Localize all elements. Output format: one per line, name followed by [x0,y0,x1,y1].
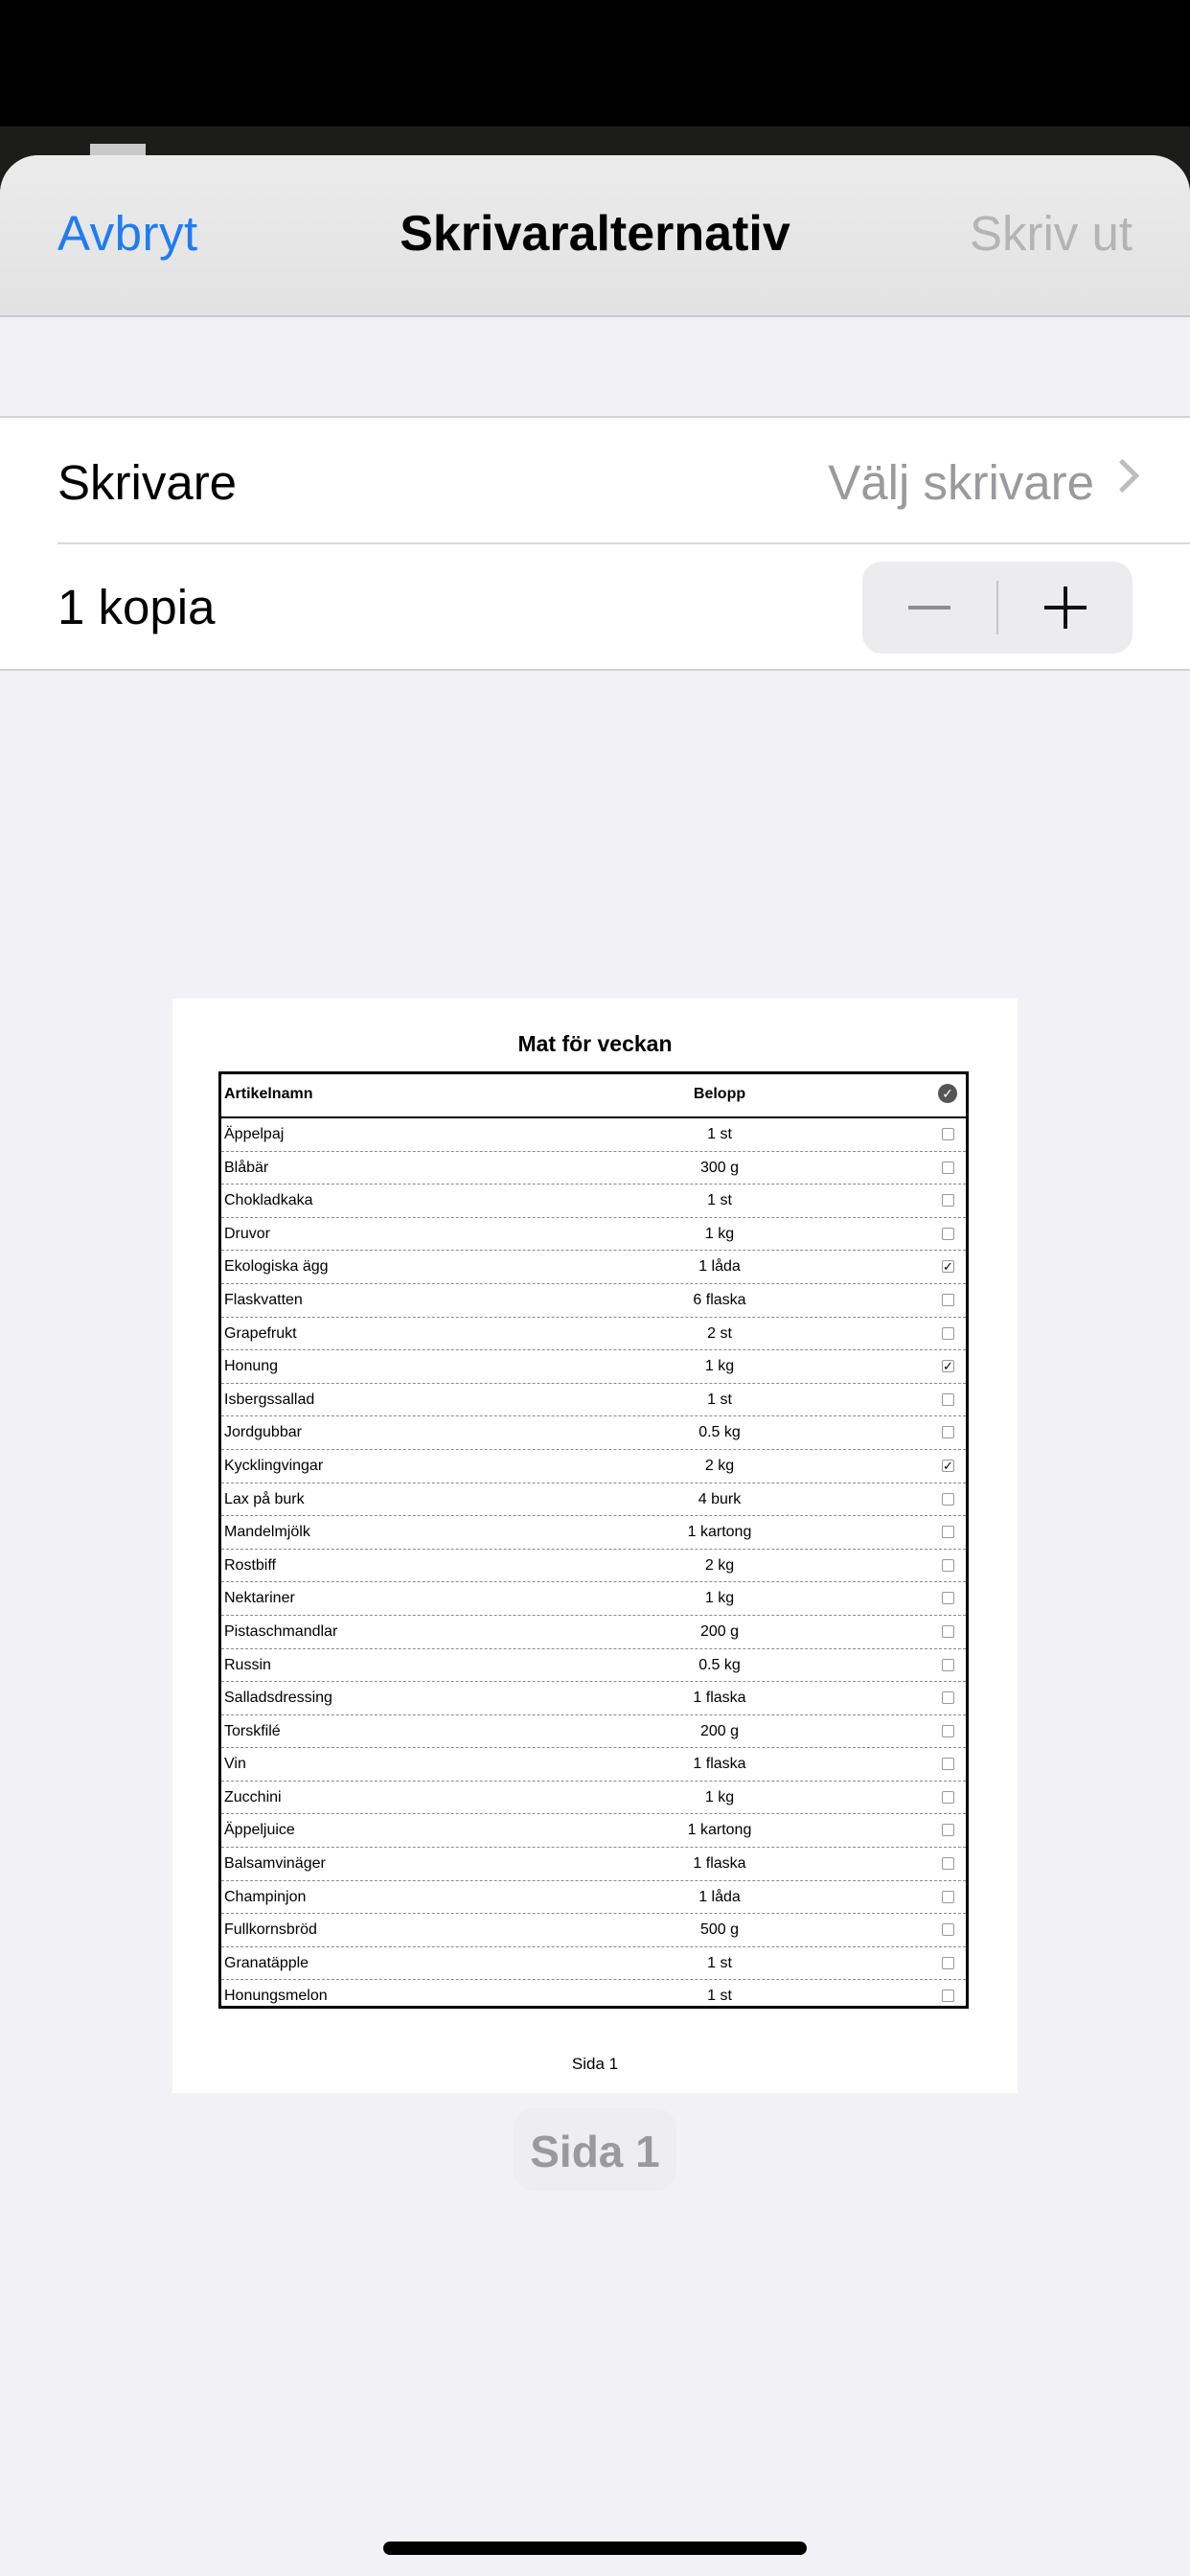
unchecked-checkbox-icon [942,1526,954,1538]
table-row [221,1947,966,1981]
checkmark-circle-icon: ✓ [938,1084,957,1103]
item-name: Isbergssallad [224,1391,315,1408]
table-row [221,1748,966,1782]
unchecked-checkbox-icon [942,1327,954,1340]
item-amount: 500 g [699,1921,740,1939]
table-row [221,1450,966,1484]
item-name: Honung [224,1358,279,1375]
table-row [221,1184,966,1218]
unchecked-checkbox-icon [942,1625,954,1638]
print-button[interactable]: Skriv ut [969,206,1133,261]
item-name: Fullkornsbröd [224,1921,317,1939]
item-amount: 1 kartong [687,1524,752,1541]
item-amount: 1 låda [698,1888,741,1905]
item-name: Jordgubbar [224,1424,302,1441]
page-indicator-label: Sida 1 [530,2127,660,2176]
unchecked-checkbox-icon [942,1128,954,1140]
copies-stepper[interactable] [862,562,1133,654]
item-name: Chokladkaka [224,1192,313,1209]
item-amount: 200 g [699,1622,740,1640]
table-row [221,1416,966,1450]
options-group [0,416,1190,671]
unchecked-checkbox-icon [942,1162,954,1174]
copies-label: 1 kopia [57,580,216,634]
checked-checkbox-icon: ✓ [943,1359,953,1374]
item-name: Pistaschmandlar [224,1622,338,1640]
shopping-table [218,1071,969,2009]
item-amount: 0.5 kg [698,1424,741,1441]
unchecked-checkbox-icon [942,1857,954,1870]
item-name: Grapefrukt [224,1324,297,1342]
table-row [221,1251,966,1284]
table-row [221,1848,966,1881]
table-row [221,1118,966,1152]
item-name: Russin [224,1656,271,1673]
table-row [221,1616,966,1649]
item-amount: 1 kg [704,1788,735,1806]
table-row [221,1814,966,1848]
unchecked-checkbox-icon [942,1824,954,1836]
unchecked-checkbox-icon [942,1228,954,1240]
item-amount: 1 st [707,1988,732,2005]
item-amount: 4 burk [698,1490,742,1507]
printer-value: Välj skrivare [828,455,1094,510]
item-name: Champinjon [224,1888,307,1905]
item-amount: 300 g [699,1159,740,1176]
item-name: Vin [224,1756,246,1773]
item-amount: 200 g [699,1722,740,1739]
navigation-bar [0,155,1190,317]
table-row [221,1649,966,1683]
row-divider [57,542,1190,544]
printer-row[interactable] [0,418,1190,542]
page-title: Skrivaralternativ [400,206,790,262]
document-title: Mat för veckan [517,1031,673,1056]
item-amount: 1 st [707,1391,732,1408]
unchecked-checkbox-icon [942,1891,954,1903]
item-amount: 2 kg [704,1556,735,1574]
item-name: Äppeljuice [224,1822,295,1839]
checked-checkbox-icon: ✓ [943,1259,953,1275]
printer-label: Skrivare [57,455,238,510]
page-indicator [514,2108,676,2191]
table-row [221,1980,966,2013]
chevron-right-icon [1106,459,1139,493]
print-preview-page[interactable] [172,999,1018,2093]
decrement-button[interactable] [862,562,996,654]
item-name: Honungsmelon [224,1988,328,2005]
item-name: Blåbär [224,1159,269,1176]
unchecked-checkbox-icon [942,1393,954,1406]
unchecked-checkbox-icon [942,1758,954,1770]
item-amount: 1 kg [704,1590,735,1607]
unchecked-checkbox-icon [942,1957,954,1969]
unchecked-checkbox-icon [942,1923,954,1936]
table-row [221,1152,966,1185]
cancel-button[interactable]: Avbryt [57,206,198,261]
unchecked-checkbox-icon [942,1990,954,2002]
item-amount: 1 kg [704,1358,735,1375]
unchecked-checkbox-icon [942,1559,954,1572]
table-row [221,1516,966,1550]
table-body [221,1118,966,2013]
item-amount: 6 flaska [693,1291,746,1308]
item-amount: 1 st [707,1954,732,1971]
status-bar-area [0,0,1190,126]
increment-button[interactable] [998,562,1133,654]
item-amount: 1 låda [698,1258,741,1276]
item-name: Salladsdressing [224,1690,332,1707]
unchecked-checkbox-icon [942,1691,954,1704]
page-footer: Sida 1 [571,2055,619,2073]
home-indicator[interactable] [383,2542,807,2555]
table-row [221,1881,966,1915]
table-row [221,1550,966,1583]
item-name: Flaskvatten [224,1291,303,1308]
column-header-name: Artikelnamn [224,1086,313,1102]
unchecked-checkbox-icon [942,1659,954,1671]
table-row [221,1582,966,1616]
item-amount: 1 flaska [693,1855,746,1873]
item-amount: 0.5 kg [698,1656,741,1673]
table-row [221,1715,966,1749]
table-row [221,1218,966,1252]
table-row [221,1484,966,1517]
table-header [221,1074,966,1118]
item-name: Zucchini [224,1788,282,1806]
unchecked-checkbox-icon [942,1493,954,1506]
table-row [221,1318,966,1351]
item-name: Torskfilé [224,1722,281,1739]
unchecked-checkbox-icon [942,1725,954,1737]
unchecked-checkbox-icon [942,1592,954,1604]
table-row [221,1284,966,1318]
table-row [221,1782,966,1815]
item-name: Granatäpple [224,1954,309,1971]
item-name: Ekologiska ägg [224,1258,329,1276]
unchecked-checkbox-icon [942,1426,954,1438]
item-name: Lax på burk [224,1490,305,1507]
table-row [221,1350,966,1384]
item-amount: 2 kg [704,1457,735,1474]
table-row [221,1384,966,1417]
unchecked-checkbox-icon [942,1294,954,1306]
column-header-amount: Belopp [693,1086,746,1102]
item-amount: 1 st [707,1126,732,1142]
checked-checkbox-icon: ✓ [943,1458,953,1473]
item-amount: 1 flaska [693,1756,746,1773]
item-amount: 1 flaska [693,1690,746,1707]
item-name: Rostbiff [224,1556,276,1574]
table-row [221,1682,966,1715]
item-amount: 1 kartong [687,1822,752,1839]
item-name: Nektariner [224,1590,295,1607]
item-amount: 1 st [707,1192,732,1209]
item-amount: 2 st [707,1324,732,1342]
print-options-sheet [0,155,1190,2576]
unchecked-checkbox-icon [942,1791,954,1804]
item-name: Mandelmjölk [224,1524,310,1541]
table-row [221,1914,966,1947]
item-amount: 1 kg [704,1225,735,1242]
item-name: Balsamvinäger [224,1855,326,1873]
item-name: Druvor [224,1225,271,1242]
item-name: Kycklingvingar [224,1457,324,1474]
unchecked-checkbox-icon [942,1194,954,1207]
item-name: Äppelpaj [224,1126,285,1142]
